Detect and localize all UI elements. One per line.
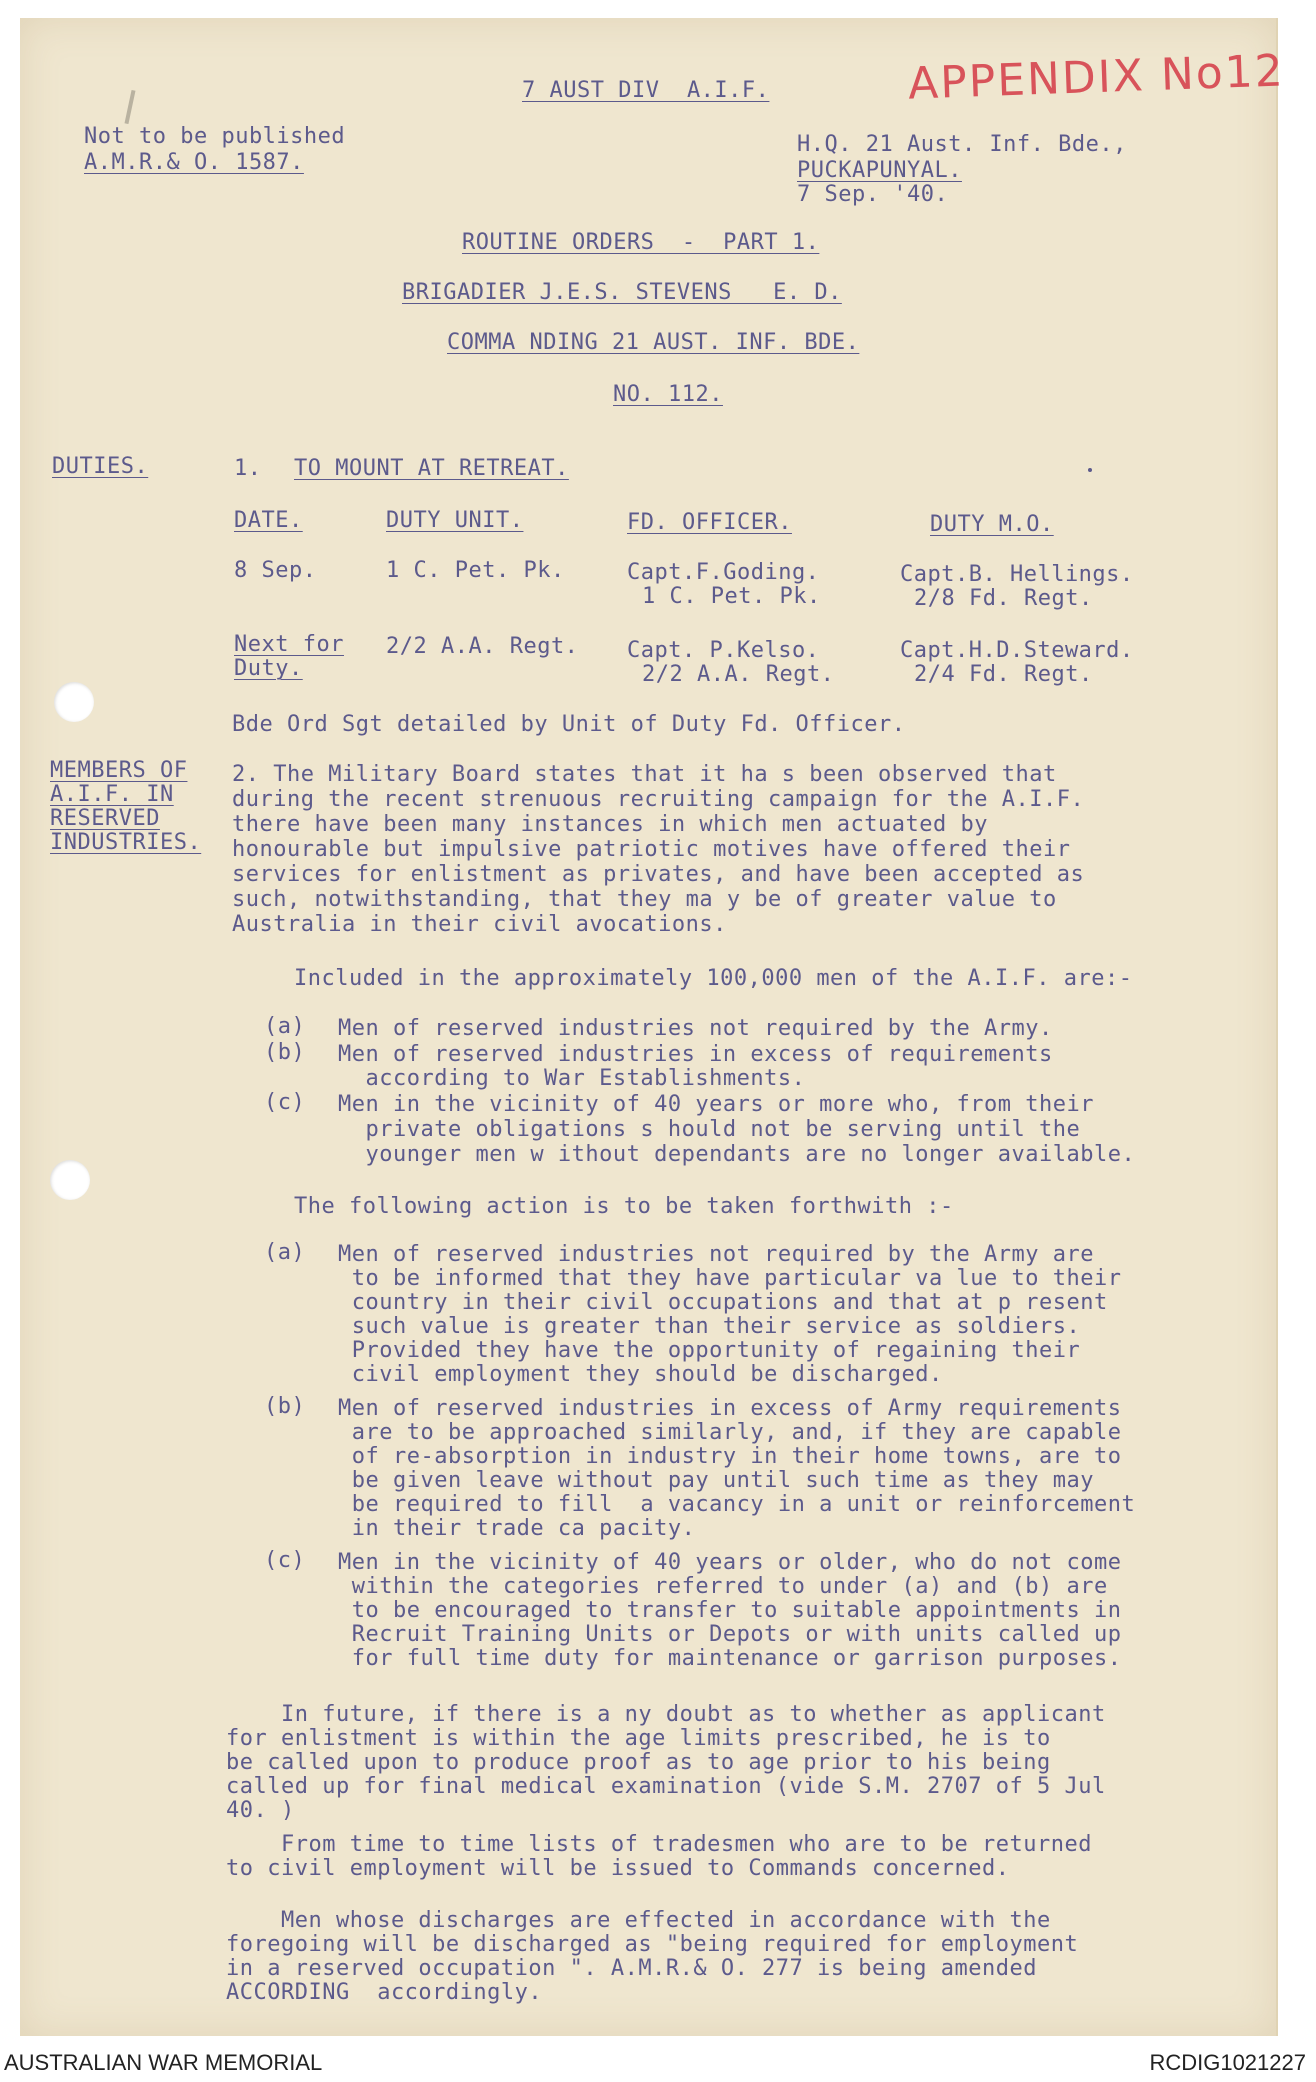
duties-side-heading: DUTIES. [52, 454, 149, 479]
action-c-line-1: Men in the vicinity of 40 years or older, who do not come [338, 1550, 1122, 1575]
ink-dot [1088, 468, 1092, 472]
duties-note: Bde Ord Sgt detailed by Unit of Duty Fd. Officer. [232, 712, 906, 737]
col-fd-officer: FD. OFFICER. [627, 510, 792, 535]
action-a-line-1: Men of reserved industries not required by the Army are [338, 1242, 1094, 1267]
action-b-line-4: be given leave without pay until such time as they may [338, 1468, 1094, 1493]
action-c-line-4: Recruit Training Units or Depots or with units called up [338, 1622, 1122, 1647]
division-heading: 7 AUST DIV A.I.F. [522, 78, 770, 103]
included-c-label: (c) [264, 1090, 306, 1115]
included-c-line-1: Men in the vicinity of 40 years or more who, from their [338, 1092, 1094, 1117]
para1-line-5: services for enlistment as privates, and have been accepted as [232, 862, 1085, 887]
brigadier-title: BRIGADIER J.E.S. STEVENS E. D. [402, 280, 842, 305]
included-c-line-2: private obligations s hould not be serving until the [338, 1117, 1081, 1142]
action-b-line-6: in their trade ca pacity. [338, 1516, 696, 1541]
included-intro: Included in the approximately 100,000 men of the A.I.F. are:- [294, 966, 1133, 991]
row1-officer-2: 1 C. Pet. Pk. [642, 584, 821, 609]
row1-officer-1: Capt.F.Goding. [627, 560, 820, 585]
row1-date: 8 Sep. [234, 558, 317, 583]
action-b-label: (b) [264, 1394, 306, 1419]
members-side-heading-2: A.I.F. IN [50, 782, 174, 807]
included-a-line-1: Men of reserved industries not required by the Army. [338, 1016, 1053, 1041]
action-a-line-5: Provided they have the opportunity of regaining their [338, 1338, 1081, 1363]
row2-officer-1: Capt. P.Kelso. [627, 638, 820, 663]
para1-line-2: during the recent strenuous recruiting campaign for the A.I.F. [232, 787, 1085, 812]
action-b-line-1: Men of reserved industries in excess of Army requirements [338, 1396, 1122, 1421]
included-b-line-1: Men of reserved industries in excess of requirements [338, 1042, 1053, 1067]
paper-pin [125, 90, 136, 124]
action-b-line-3: of re-absorption in industry in their home towns, are to [338, 1444, 1122, 1469]
row2-mo-2: 2/4 Fd. Regt. [914, 662, 1093, 687]
restriction-line-1: Not to be published [84, 124, 346, 149]
footer-archive-name: AUSTRALIAN WAR MEMORIAL [4, 2050, 323, 2075]
row1-unit: 1 C. Pet. Pk. [386, 558, 565, 583]
row2-unit: 2/2 A.A. Regt. [386, 634, 579, 659]
punch-hole-top [54, 682, 94, 722]
restriction-line-2: A.M.R.& O. 1587. [84, 150, 304, 175]
row2-date-2: Duty. [234, 656, 303, 681]
action-c-line-3: to be encouraged to transfer to suitable appointments in [338, 1598, 1122, 1623]
appendix-annotation: APPENDIX No12 [907, 45, 1286, 110]
action-c-line-5: for full time duty for maintenance or garrison purposes. [338, 1646, 1122, 1671]
duties-item-heading: TO MOUNT AT RETREAT. [294, 456, 569, 481]
included-c-line-3: younger men w ithout dependants are no longer available. [338, 1142, 1136, 1167]
row2-date-1: Next for [234, 632, 344, 657]
order-number: NO. 112. [613, 382, 723, 407]
col-date: DATE. [234, 508, 303, 533]
duties-item-number: 1. [234, 456, 262, 481]
para1-line-3: there have been many instances in which men actuated by [232, 812, 988, 837]
lists-line-2: to civil employment will be issued to Commands concerned. [226, 1856, 1010, 1881]
discharge-line-4: ACCORDING accordingly. [226, 1980, 543, 2005]
footer-record-id: RCDIG1021227 [1149, 2050, 1306, 2075]
action-a-line-3: country in their civil occupations and that at p resent [338, 1290, 1108, 1315]
action-c-line-2: within the categories referred to under (a) and (b) are [338, 1574, 1108, 1599]
col-duty-unit: DUTY UNIT. [386, 508, 524, 533]
included-b-line-2: according to War Establishments. [338, 1066, 806, 1091]
para1-line-7: Australia in their civil avocations. [232, 912, 727, 937]
action-a-label: (a) [264, 1240, 306, 1265]
future-line-2: for enlistment is within the age limits prescribed, he is to [226, 1726, 1051, 1751]
discharge-line-1: Men whose discharges are effected in accordance with the [226, 1908, 1051, 1933]
future-line-5: 40. ) [226, 1798, 295, 1823]
discharge-line-3: in a reserved occupation ". A.M.R.& O. 277 is being amended [226, 1956, 1037, 1981]
row1-mo-2: 2/8 Fd. Regt. [914, 586, 1093, 611]
included-a-label: (a) [264, 1014, 306, 1039]
hq-line-3: 7 Sep. '40. [797, 182, 949, 207]
lists-line-1: From time to time lists of tradesmen who are to be returned [226, 1832, 1092, 1857]
action-a-line-4: such value is greater than their service as soldiers. [338, 1314, 1081, 1339]
hq-line-2: PUCKAPUNYAL. [797, 158, 962, 183]
col-duty-mo: DUTY M.O. [930, 512, 1054, 537]
para1-line-4: honourable but impulsive patriotic motives have offered their [232, 837, 1071, 862]
action-b-line-2: are to be approached similarly, and, if they are capable [338, 1420, 1122, 1445]
future-line-4: called up for final medical examination (vide S.M. 2707 of 5 Jul [226, 1774, 1106, 1799]
action-b-line-5: be required to fill a vacancy in a unit or reinforcement [338, 1492, 1136, 1517]
action-a-line-2: to be informed that they have particular va lue to their [338, 1266, 1122, 1291]
members-side-heading-3: RESERVED [50, 806, 160, 831]
row2-officer-2: 2/2 A.A. Regt. [642, 662, 835, 687]
para1-line-1: 2. The Military Board states that it ha s been observed that [232, 762, 1057, 787]
hq-line-1: H.Q. 21 Aust. Inf. Bde., [797, 132, 1127, 157]
row2-mo-1: Capt.H.D.Steward. [900, 638, 1134, 663]
action-c-label: (c) [264, 1548, 306, 1573]
members-side-heading-4: INDUSTRIES. [50, 830, 202, 855]
members-side-heading-1: MEMBERS OF [50, 758, 188, 783]
discharge-line-2: foregoing will be discharged as "being required for employment [226, 1932, 1079, 1957]
future-line-3: be called upon to produce proof as to age prior to his being [226, 1750, 1051, 1775]
punch-hole-bottom [50, 1160, 90, 1200]
commanding-title: COMMA NDING 21 AUST. INF. BDE. [447, 330, 860, 355]
para1-line-6: such, notwithstanding, that they ma y be of greater value to [232, 887, 1057, 912]
action-a-line-6: civil employment they should be discharged. [338, 1362, 943, 1387]
future-line-1: In future, if there is a ny doubt as to whether as applicant [226, 1702, 1106, 1727]
included-b-label: (b) [264, 1040, 306, 1065]
routine-orders-title: ROUTINE ORDERS - PART 1. [462, 230, 820, 255]
row1-mo-1: Capt.B. Hellings. [900, 562, 1134, 587]
action-intro: The following action is to be taken forthwith :- [294, 1194, 954, 1219]
